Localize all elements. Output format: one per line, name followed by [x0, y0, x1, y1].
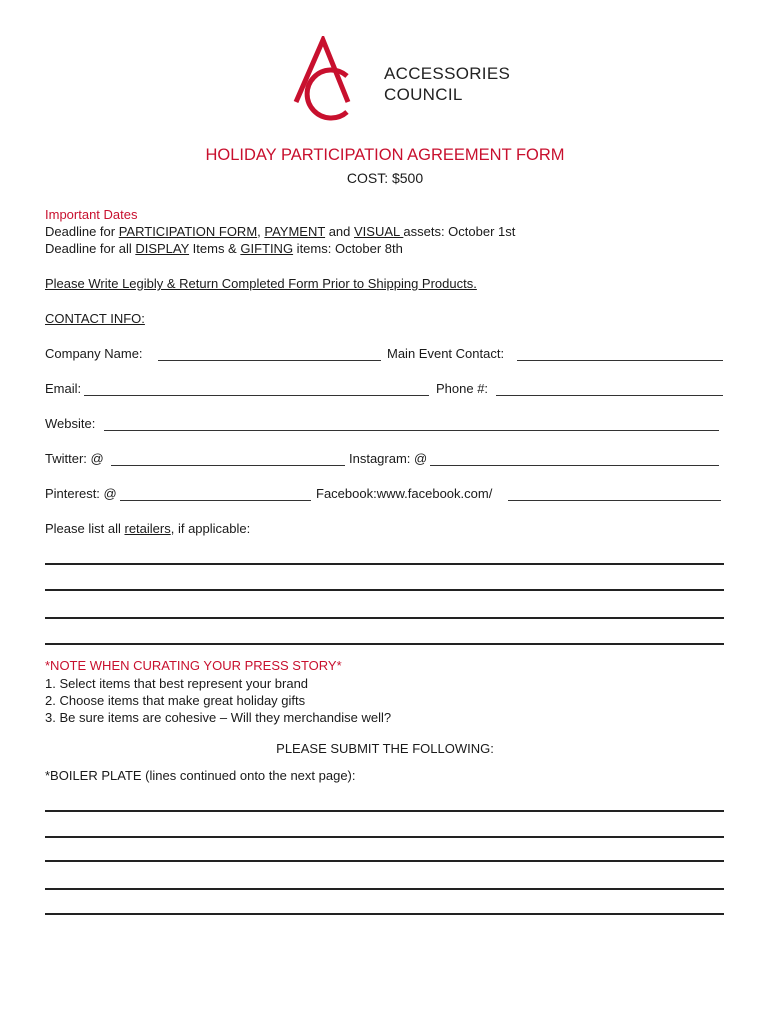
- deadline-line-1: [45, 224, 515, 239]
- retailers-line-4[interactable]: [45, 643, 724, 645]
- pinterest-field[interactable]: [120, 500, 311, 501]
- retailers-line-1[interactable]: [45, 563, 724, 565]
- note-heading: *NOTE WHEN CURATING YOUR PRESS STORY*: [45, 658, 342, 673]
- facebook-field[interactable]: [508, 500, 721, 501]
- deadline-2-mid: Items &: [189, 241, 241, 256]
- phone-field[interactable]: [496, 395, 723, 396]
- cost-label: COST: $500: [346, 170, 424, 186]
- pinterest-label: Pinterest: @: [45, 486, 117, 501]
- boiler-plate-line-1[interactable]: [45, 810, 724, 812]
- accessories-council-logo: [286, 36, 378, 124]
- logo-text-accessories: ACCESSORIES: [384, 64, 511, 83]
- email-label: Email:: [45, 381, 82, 396]
- visual-text: VISUAL: [354, 224, 404, 239]
- retailers-suffix: , if applicable:: [170, 521, 251, 536]
- deadline-2-prefix: Deadline for all: [45, 241, 136, 256]
- retailers-text: retailers: [124, 521, 171, 536]
- facebook-label: Facebook:www.facebook.com/: [316, 486, 493, 501]
- logo-text-council: COUNCIL: [384, 85, 463, 104]
- phone-label: Phone #:: [436, 381, 489, 396]
- deadline-2-suffix: items: October 8th: [293, 241, 403, 256]
- boiler-plate-line-4[interactable]: [45, 888, 724, 890]
- retailers-prompt: [45, 521, 250, 536]
- note-item: 1. Select items that best represent your brand: [45, 676, 309, 691]
- boiler-plate-line-2[interactable]: [45, 836, 724, 838]
- boiler-plate-label: *BOILER PLATE (lines continued onto the next page):: [45, 768, 356, 783]
- note-item: 2. Choose items that make great holiday gifts: [45, 693, 306, 708]
- website-label: Website:: [45, 416, 96, 431]
- instagram-label: Instagram: @: [349, 451, 428, 466]
- twitter-label: Twitter: @: [45, 451, 104, 466]
- payment-text: PAYMENT: [264, 224, 326, 239]
- retailers-line-2[interactable]: [45, 589, 724, 591]
- legibility-instruction: Please Write Legibly & Return Completed Form Prior to Shipping Products.: [45, 276, 477, 291]
- website-field[interactable]: [104, 430, 719, 431]
- twitter-field[interactable]: [111, 465, 345, 466]
- company-name-field[interactable]: [158, 360, 381, 361]
- main-event-contact-label: Main Event Contact:: [387, 346, 505, 361]
- contact-info-heading: CONTACT INFO:: [45, 311, 145, 326]
- deadline-1-prefix: Deadline for: [45, 224, 119, 239]
- instagram-field[interactable]: [430, 465, 719, 466]
- main-event-contact-field[interactable]: [517, 360, 723, 361]
- retailers-prefix: Please list all: [45, 521, 125, 536]
- important-dates-heading: Important Dates: [45, 207, 138, 222]
- deadline-line-2: [45, 241, 403, 256]
- boiler-plate-line-3[interactable]: [45, 860, 724, 862]
- deadline-1-comma: ,: [257, 224, 265, 239]
- deadline-1-and: and: [325, 224, 354, 239]
- deadline-1-suffix: assets: October 1st: [403, 224, 516, 239]
- display-text: DISPLAY: [135, 241, 190, 256]
- note-item: 3. Be sure items are cohesive – Will they merchandise well?: [45, 710, 392, 725]
- gifting-text: GIFTING: [240, 241, 294, 256]
- email-field[interactable]: [84, 395, 429, 396]
- boiler-plate-line-5[interactable]: [45, 913, 724, 915]
- company-name-label: Company Name:: [45, 346, 143, 361]
- submit-heading: PLEASE SUBMIT THE FOLLOWING:: [276, 741, 494, 756]
- participation-form-text: PARTICIPATION FORM: [118, 224, 258, 239]
- form-title: HOLIDAY PARTICIPATION AGREEMENT FORM: [205, 146, 565, 164]
- retailers-line-3[interactable]: [45, 617, 724, 619]
